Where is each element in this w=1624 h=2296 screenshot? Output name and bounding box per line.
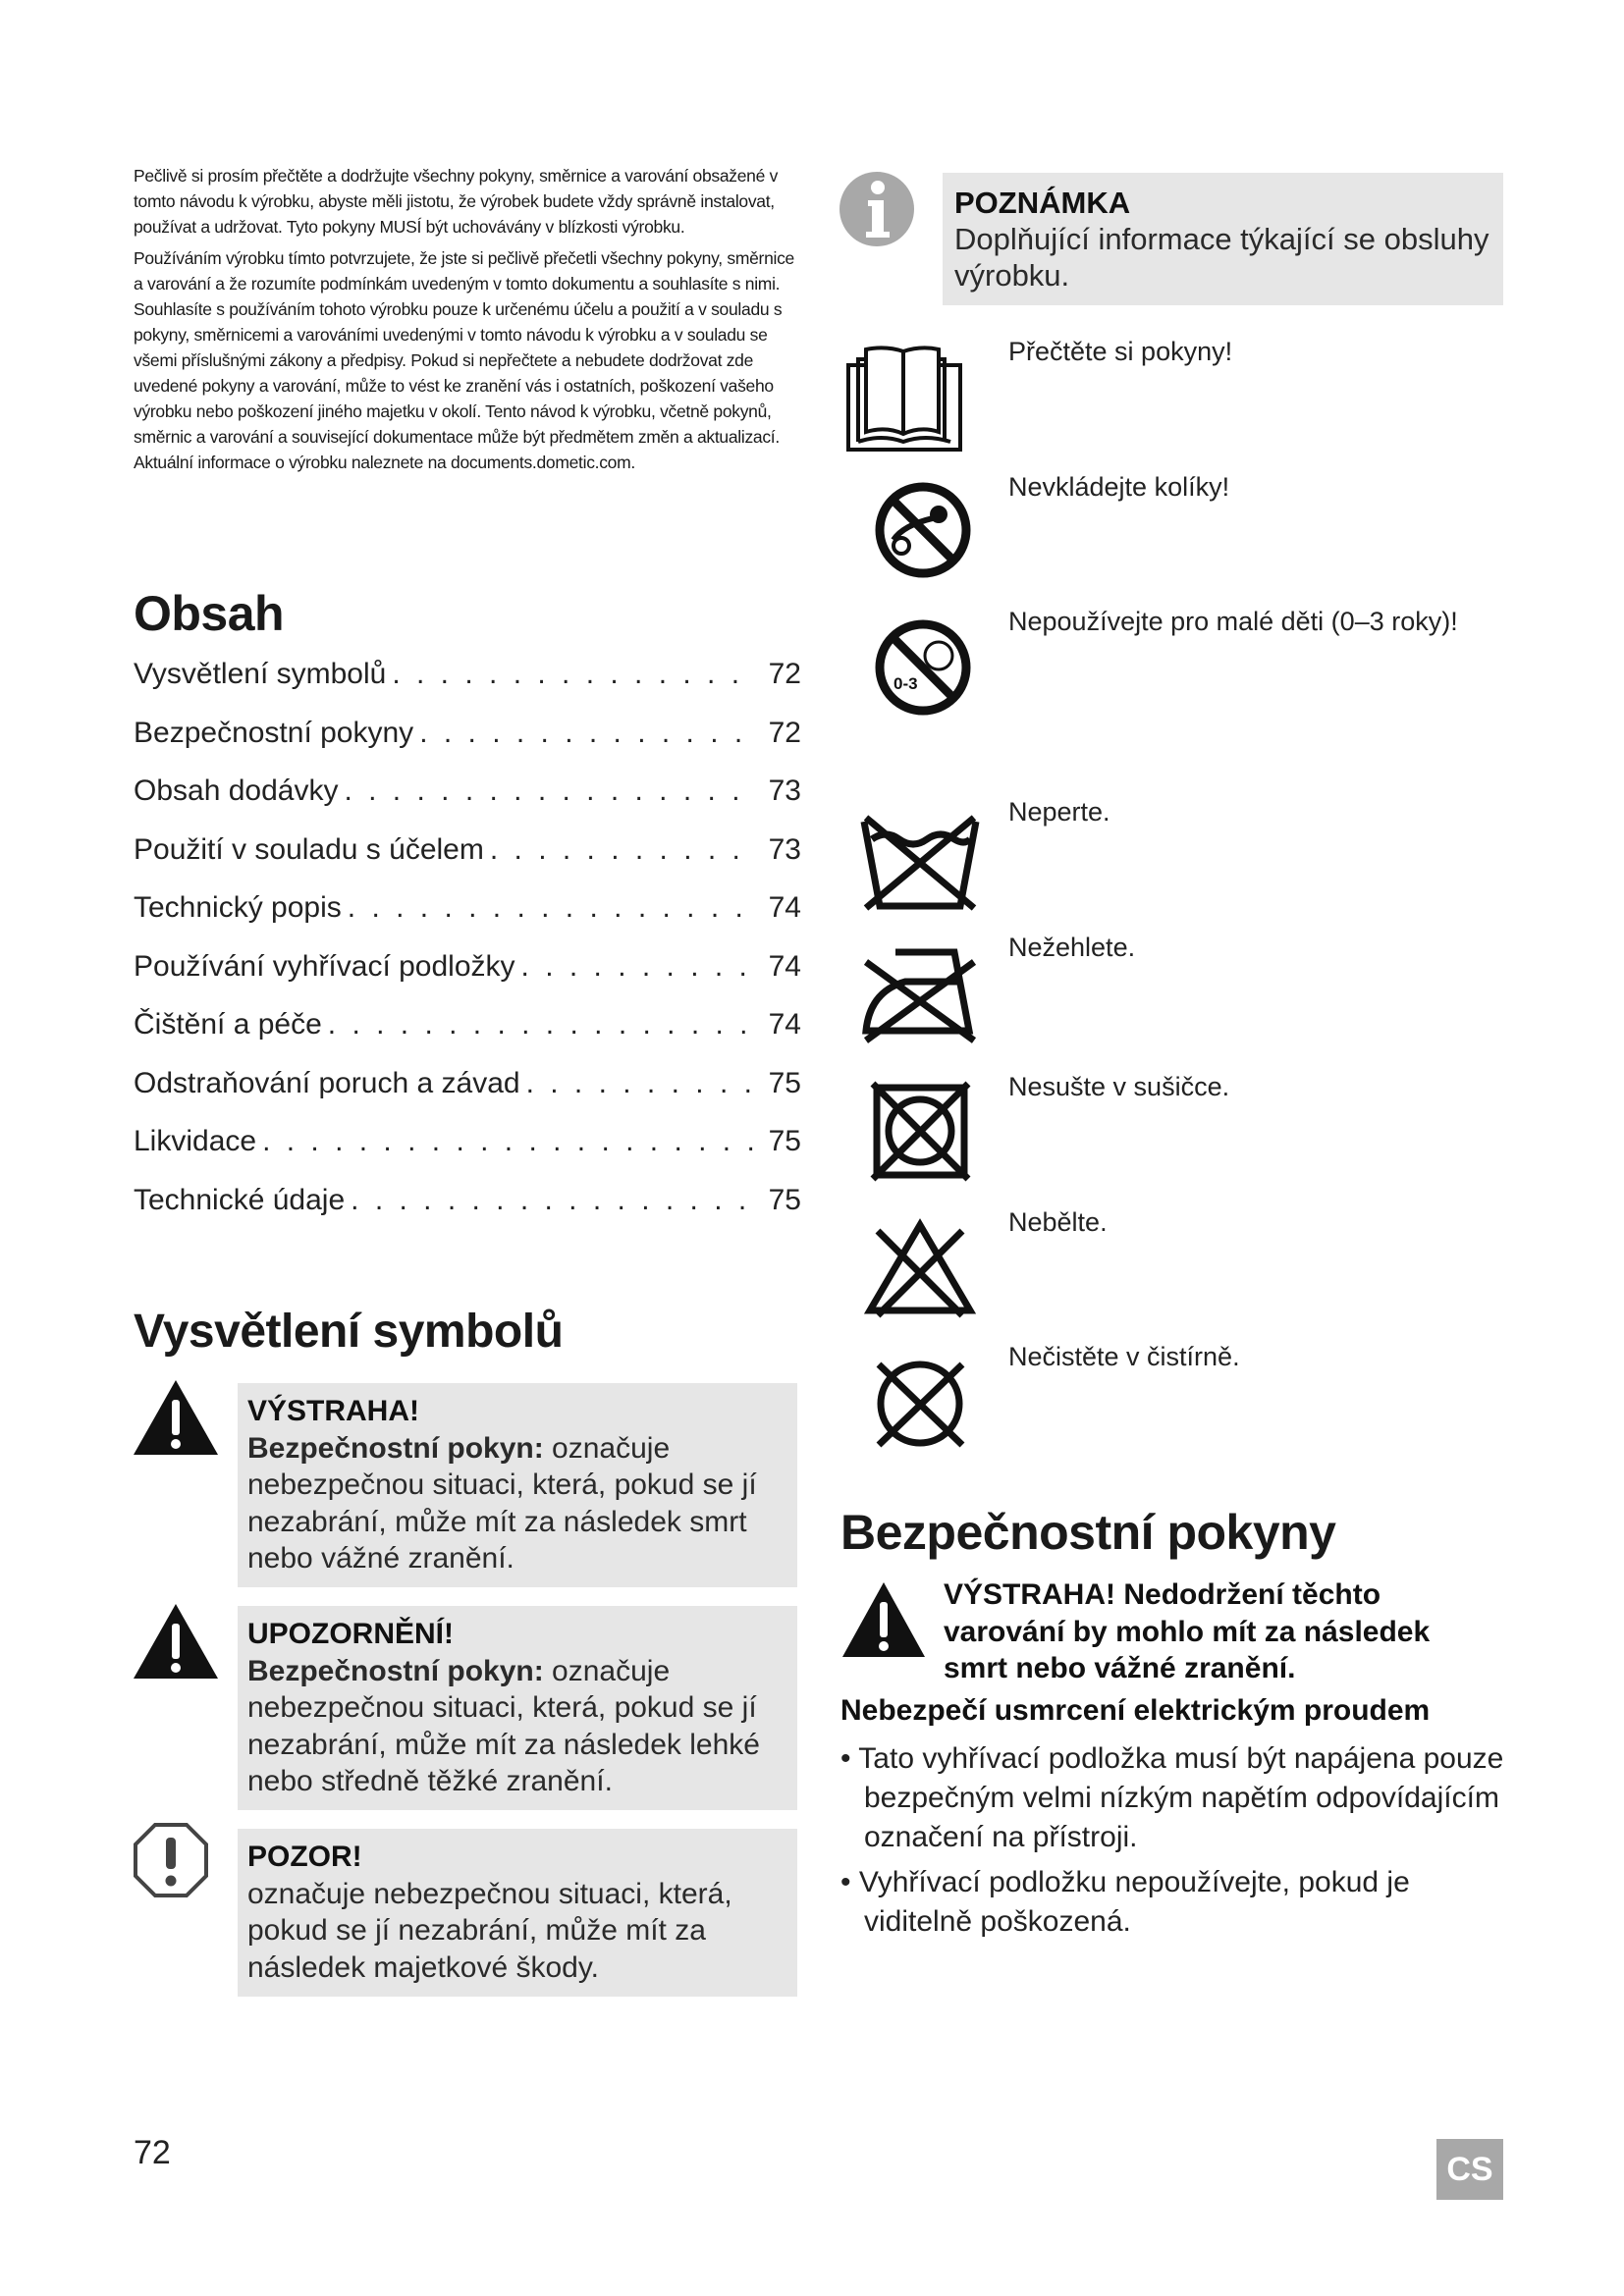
intro-paragraph-1: Pečlivě si prosím přečtěte a dodržujte všechny pokyny, směrnice a varování obsažené v tomto návodu k výrobku, abyste měli jistotu, že výrobek budete vždy správně instalovat, používat a udržovat. Tyto pokyny MUSÍ být uchovávány v blízkosti výrobku. xyxy=(134,166,779,237)
note-text: Doplňující informace týkající se obsluhy výrobku. xyxy=(954,222,1489,293)
toc-entry[interactable] xyxy=(134,950,801,1009)
toc-entry-label: Používání vyhřívací podložky xyxy=(134,949,515,983)
caution-triangle-icon xyxy=(132,1602,220,1681)
toc-entry-page: 73 xyxy=(768,774,801,807)
safety-title: Bezpečnostní pokyny xyxy=(840,1505,1336,1560)
pictogram-label: Nežehlete. xyxy=(1008,933,1136,962)
info-icon xyxy=(839,171,915,247)
pictogram-label: Nepoužívejte pro malé děti (0–3 roky)! xyxy=(1008,607,1458,636)
toc-entry[interactable] xyxy=(134,1067,801,1126)
pictogram-label: Nesušte v sušičce. xyxy=(1008,1072,1230,1101)
toc-entry-page: 72 xyxy=(768,658,801,690)
toc-entry-label: Čištění a péče xyxy=(134,1008,322,1041)
pictogram-label: Nečistěte v čistírně. xyxy=(1008,1342,1240,1371)
do-not-bleach-icon xyxy=(864,1217,977,1320)
warning-text: označuje nebezpečnou situaci, která, pokud se jí nezabrání, může mít za následek smrt nebo vážné zranění. xyxy=(247,1431,757,1575)
bullet-item: • Vyhřívací podložku nepoužívejte, pokud je viditelně poškozená. xyxy=(840,1866,1410,1938)
toc-leader-dots xyxy=(419,717,756,750)
toc-leader-dots xyxy=(348,891,756,925)
toc-entry-label: Technický popis xyxy=(134,891,342,924)
no-small-children-icon xyxy=(874,618,972,717)
toc-entry-label: Obsah dodávky xyxy=(134,774,339,807)
toc-entry-page: 72 xyxy=(768,716,801,749)
toc-entry[interactable] xyxy=(134,891,801,950)
symbols-title: Vysvětlení symbolů xyxy=(134,1306,564,1358)
caution-text: označuje nebezpečnou situaci, která, pokud se jí nezabrání, může mít za následek lehké nebo středně těžké zranění. xyxy=(247,1654,760,1797)
toc-leader-dots xyxy=(262,1125,756,1158)
toc-leader-dots xyxy=(328,1008,756,1041)
do-not-tumble-dry-icon xyxy=(869,1080,972,1183)
no-pins-icon xyxy=(874,481,972,579)
toc-entry-page: 74 xyxy=(768,949,801,983)
notice-box xyxy=(238,1829,797,1997)
warning-box xyxy=(238,1383,797,1587)
warning-title: VÝSTRAHA! xyxy=(247,1395,420,1427)
note-box xyxy=(943,173,1503,305)
do-not-wash-icon xyxy=(856,810,984,913)
notice-octagon-icon xyxy=(133,1822,209,1898)
warning-triangle-icon xyxy=(840,1580,927,1659)
toc-leader-dots xyxy=(490,833,756,867)
intro-paragraph-2: Používáním výrobku tímto potvrzujete, že jste si pečlivě přečetli všechny pokyny, směrnice a varování a že rozumíte podmínkám uvedeným v tomto dokumentu a souhlasíte s nimi. Souhlasíte s používáním tohoto výrobku pouze k určenému účelu a použití a v souladu s pokyny, směrnicemi a varováními uvedenými v tomto návodu k výrobku a v souladu se všemi příslušnými zákony a předpisy. Pokud si nepřečtete a nebudete dodržovat zde uvedené pokyny a varování, může to vést ke zranění vás i ostatních, poškození vašeho výrobku nebo poškození jiného majetku v okolí. Tento návod k výrobku, včetně pokynů, směrnic a varování a související dokumentace může být předmětem změn a aktualizací. Aktuální informace o výrobku naleznete na documents.dometic.com. xyxy=(134,248,794,472)
safety-bullets xyxy=(840,1739,1508,1948)
toc-entry-page: 75 xyxy=(768,1183,801,1216)
toc-entry[interactable] xyxy=(134,1125,801,1184)
toc-entry-label: Použití v souladu s účelem xyxy=(134,832,484,866)
do-not-iron-icon xyxy=(856,942,984,1045)
toc-title: Obsah xyxy=(134,586,285,641)
read-manual-icon xyxy=(846,344,964,454)
toc-entry-page: 74 xyxy=(768,891,801,924)
pictogram-label: Neperte. xyxy=(1008,797,1110,827)
do-not-dry-clean-icon xyxy=(869,1355,972,1453)
toc-entry[interactable] xyxy=(134,1184,801,1243)
pictogram-label: Nevkládejte kolíky! xyxy=(1008,472,1230,502)
safety-warning: VÝSTRAHA! Nedodržení těchto varování by mohlo mít za následek smrt nebo vážné zranění. xyxy=(944,1578,1431,1684)
notice-title: POZOR! xyxy=(247,1841,362,1873)
toc-entry[interactable] xyxy=(134,1008,801,1067)
caution-lead: Bezpečnostní pokyn: xyxy=(247,1654,544,1687)
page-number: 72 xyxy=(134,2134,171,2171)
warning-lead: Bezpečnostní pokyn: xyxy=(247,1431,544,1465)
toc-entry[interactable] xyxy=(134,774,801,833)
toc-leader-dots xyxy=(344,774,756,808)
intro-text xyxy=(134,163,801,481)
caution-title: UPOZORNĚNÍ! xyxy=(247,1618,454,1650)
toc-leader-dots xyxy=(526,1067,756,1100)
language-badge: CS xyxy=(1436,2139,1503,2200)
caution-box xyxy=(238,1606,797,1810)
toc-entry-page: 75 xyxy=(768,1066,801,1099)
toc-entry-label: Odstraňování poruch a závad xyxy=(134,1066,520,1099)
toc-leader-dots xyxy=(521,950,756,984)
bullet-text: Vyhřívací podložku nepoužívejte, pokud je viditelně poškozená. xyxy=(858,1866,1410,1938)
pictogram-label: Přečtěte si pokyny! xyxy=(1008,337,1233,366)
bullet-text: Tato vyhřívací podložka musí být napájena pouze bezpečným velmi nízkým napětím odpovídajícím označení na přístroji. xyxy=(858,1742,1504,1853)
warning-triangle-icon xyxy=(132,1378,220,1457)
age-badge: 0-3 xyxy=(893,674,918,693)
toc-entry-page: 75 xyxy=(768,1125,801,1157)
toc-entry-label: Bezpečnostní pokyny xyxy=(134,716,414,749)
toc-entry-label: Likvidace xyxy=(134,1125,257,1157)
toc-leader-dots xyxy=(392,658,756,691)
toc-entry-label: Vysvětlení symbolů xyxy=(134,658,387,690)
note-title: POZNÁMKA xyxy=(954,186,1131,220)
notice-text: označuje nebezpečnou situaci, která, pokud se jí nezabrání, může mít za následek majetkové škody. xyxy=(247,1877,732,1984)
toc-entry-label: Technické údaje xyxy=(134,1183,346,1216)
table-of-contents xyxy=(134,658,801,1242)
toc-leader-dots xyxy=(351,1184,756,1217)
bullet-item: • Tato vyhřívací podložka musí být napájena pouze bezpečným velmi nízkým napětím odpovídajícím označení na přístroji. xyxy=(840,1742,1504,1853)
toc-entry-page: 73 xyxy=(768,832,801,866)
toc-entry-page: 74 xyxy=(768,1008,801,1041)
pictogram-label: Nebělte. xyxy=(1008,1207,1108,1237)
toc-entry[interactable] xyxy=(134,717,801,775)
safety-subheading: Nebezpečí usmrcení elektrickým proudem xyxy=(840,1694,1431,1727)
toc-entry[interactable] xyxy=(134,658,801,717)
toc-entry[interactable] xyxy=(134,833,801,892)
